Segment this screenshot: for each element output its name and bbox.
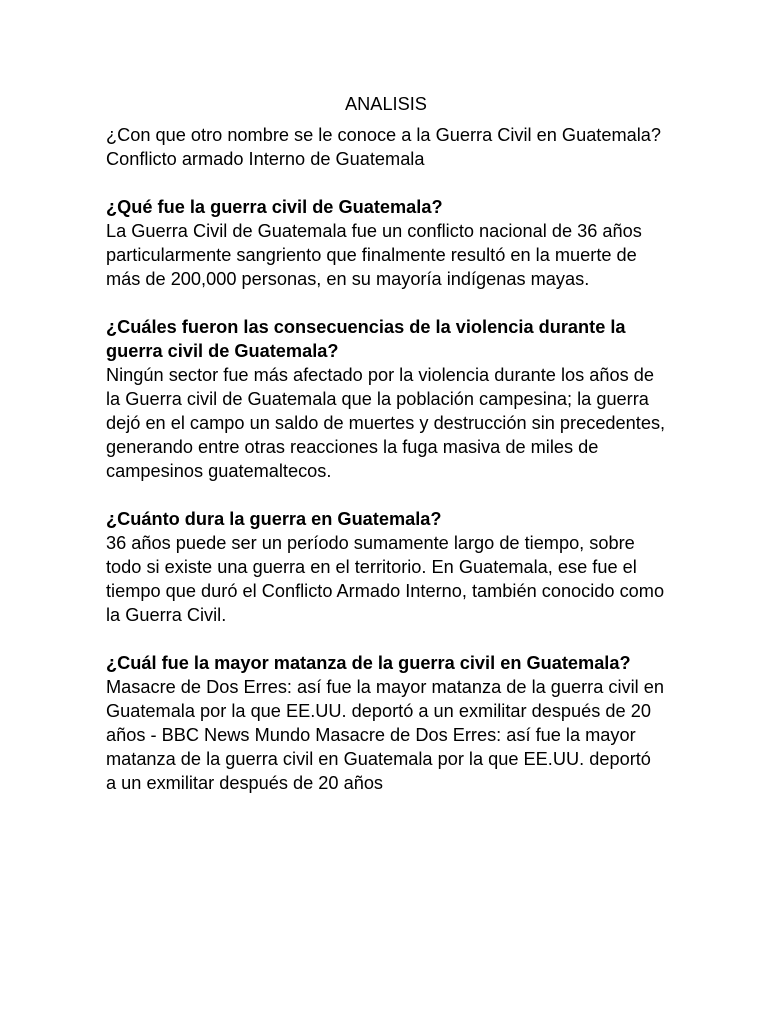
question-3: ¿Cuáles fueron las consecuencias de la violencia durante la guerra civil de Guatemala?: [106, 317, 626, 361]
question-5: ¿Cuál fue la mayor matanza de la guerra civil en Guatemala?: [106, 653, 631, 673]
qa-section-4: [106, 507, 666, 627]
question-2: ¿Qué fue la guerra civil de Guatemala?: [106, 197, 443, 217]
qa-section-5: [106, 651, 666, 795]
answer-1: Conflicto armado Interno de Guatemala: [106, 149, 425, 169]
qa-section-1: [106, 123, 666, 171]
document-page: [106, 92, 666, 819]
question-1: ¿Con que otro nombre se le conoce a la Guerra Civil en Guatemala?: [106, 125, 662, 145]
answer-2: La Guerra Civil de Guatemala fue un conflicto nacional de 36 años particularmente sangriento que finalmente resultó en la muerte de más de 200,000 personas, en su mayoría indígenas mayas.: [106, 221, 642, 289]
answer-5: Masacre de Dos Erres: así fue la mayor matanza de la guerra civil en Guatemala por la que EE.UU. deportó a un exmilitar después de 20 años - BBC News Mundo Masacre de Dos Erres: así fue la mayor matanza de la guerra civil en Guatemala por la que EE.UU. deportó a un exmilitar después de 20 años: [106, 677, 664, 793]
qa-section-2: [106, 195, 666, 291]
question-4: ¿Cuánto dura la guerra en Guatemala?: [106, 509, 442, 529]
page-title: ANALISIS: [345, 94, 427, 114]
answer-3: Ningún sector fue más afectado por la violencia durante los años de la Guerra civil de Guatemala que la población campesina; la guerra dejó en el campo un saldo de muertes y destrucción sin precedentes, generando entre otras reacciones la fuga masiva de miles de campesinos guatemaltecos.: [106, 365, 666, 481]
qa-section-3: [106, 315, 666, 483]
answer-4: 36 años puede ser un período sumamente largo de tiempo, sobre todo si existe una guerra en el territorio. En Guatemala, ese fue el tiempo que duró el Conflicto Armado Interno, también conocido como la Guerra Civil.: [106, 533, 665, 625]
